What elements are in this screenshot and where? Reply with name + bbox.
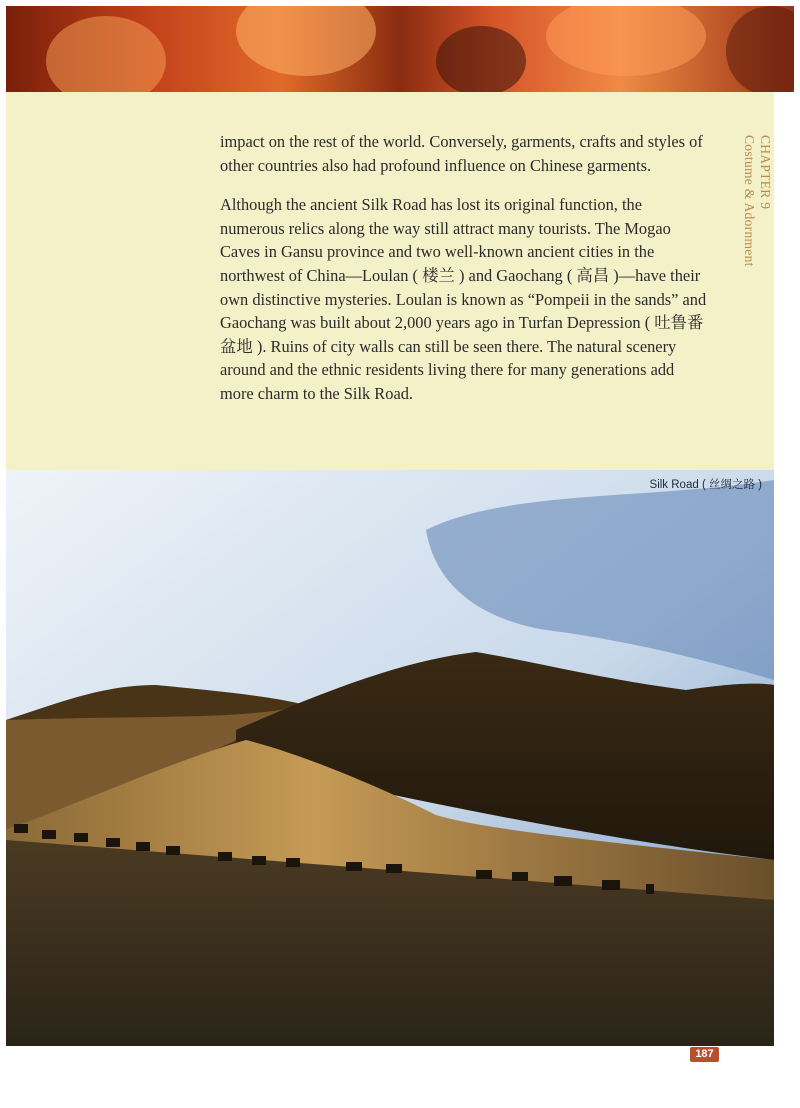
banner-ornament bbox=[46, 16, 166, 92]
top-decorative-banner bbox=[6, 6, 794, 92]
paragraph-2: Although the ancient Silk Road has lost its original function, the numerous relics along the way still attract many tourists. The Mogao Caves in Gansu province and two well-known ancient cities in the northwest of China—Loulan ( 楼兰 ) and Gaochang ( 高昌 )—have their own distinctive mysteries. Loulan is known as “Pompeii in the sands” and Gaochang was built about 2,000 years ago in Turfan Depression ( 吐鲁番盆地 ). Ruins of city walls can still be seen there. The natural scenery around and the ethnic residents living there for many generations add more charm to the Silk Road. bbox=[220, 195, 707, 403]
banner-ornament bbox=[726, 6, 794, 92]
paragraph-1: impact on the rest of the world. Conversely, garments, crafts and styles of other countries also had profound influence on Chinese garments. bbox=[220, 132, 703, 175]
banner-ornament bbox=[236, 6, 376, 76]
body-text bbox=[220, 130, 710, 422]
silk-road-photo bbox=[6, 470, 774, 1046]
chapter-label: CHAPTER 9 bbox=[758, 135, 773, 210]
chapter-title: Costume & Adornment bbox=[742, 135, 757, 267]
desert-dunes-image bbox=[6, 470, 774, 1046]
banner-ornament bbox=[436, 26, 526, 92]
page-number-badge: 187 bbox=[690, 1047, 719, 1062]
chapter-tab bbox=[741, 135, 773, 267]
banner-ornament bbox=[546, 6, 706, 76]
photo-caption: Silk Road ( 丝绸之路 ) bbox=[649, 479, 762, 491]
